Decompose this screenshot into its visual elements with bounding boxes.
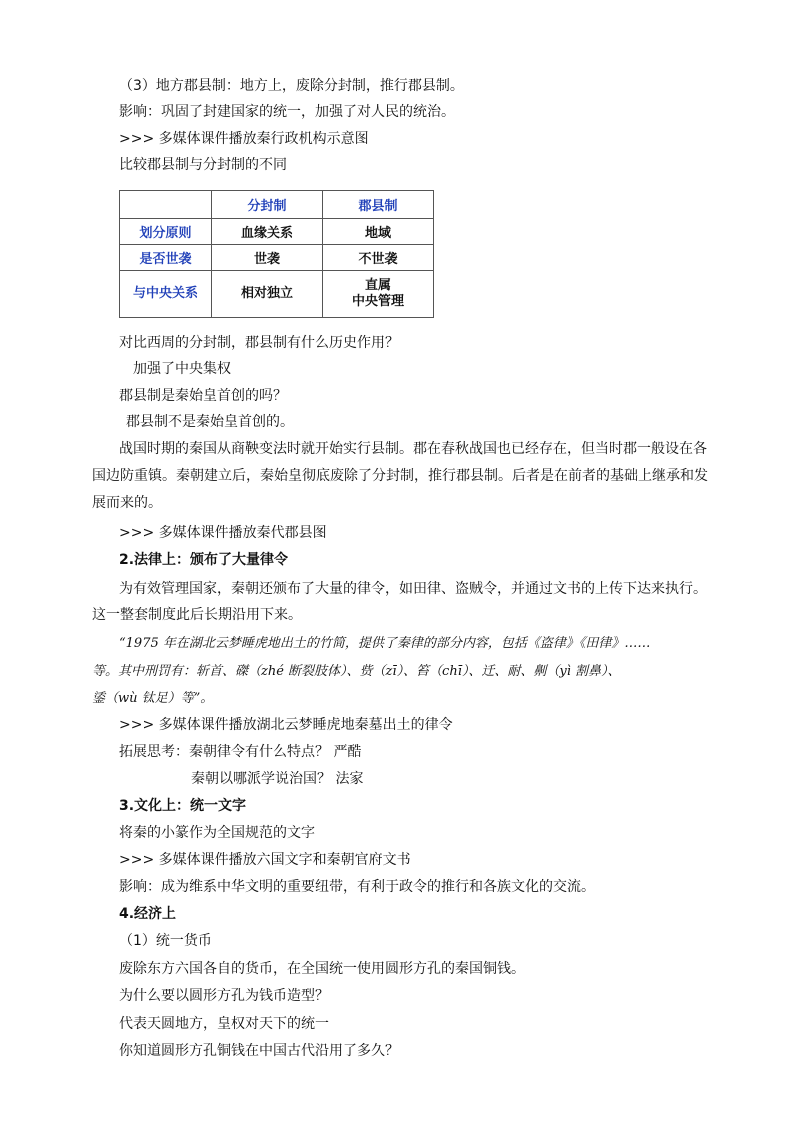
section-heading-economy: 4.经济上: [119, 906, 177, 922]
quote-line-2: 等。其中刑罚有：斩首、磔（zhé 断裂肢体）、赀（zī）、笞（chī）、迁、耐、劓（yì 割鼻）、: [92, 664, 621, 679]
paragraph-warring-states-3: 展而来的。: [92, 495, 162, 511]
table-header-row: [120, 191, 434, 219]
table-row: [120, 245, 434, 271]
table-cell: 血缘关系: [212, 219, 323, 245]
section-heading-law: 2.法律上：颁布了大量律令: [119, 552, 289, 568]
question-1: 对比西周的分封制，郡县制有什么历史作用？: [119, 335, 399, 351]
table-header-cell: [120, 191, 212, 219]
paragraph-law-1: 为有效管理国家，秦朝还颁布了大量的律令，如田律、盗贼令，并通过文书的上传下达来执行。: [119, 581, 707, 597]
table-cell: 不世袭: [323, 245, 434, 271]
table-row-label: 是否世袭: [120, 245, 212, 271]
comparison-table: [119, 190, 434, 318]
table-caption: 比较郡县制与分封制的不同: [119, 157, 287, 173]
paragraph-currency: 废除东方六国各自的货币，在全国统一使用圆形方孔的秦国铜钱。: [119, 961, 525, 977]
quote-line-1: “1975 年在湖北云梦睡虎地出土的竹简，提供了秦律的部分内容，包括《盗律》《田律》……: [119, 636, 651, 651]
table-header-cell: 分封制: [212, 191, 323, 219]
section-heading-culture: 3.文化上：统一文字: [119, 798, 247, 814]
table-cell: 地域: [323, 219, 434, 245]
table-header-cell: 郡县制: [323, 191, 434, 219]
paragraph-impact-1: 影响：巩固了封建国家的统一，加强了对人民的统治。: [119, 104, 455, 120]
paragraph-warring-states-2: 国边防重镇。秦朝建立后，秦始皇彻底废除了分封制，推行郡县制。后者是在前者的基础上继承和发: [92, 468, 708, 484]
extension-question-2: 秦朝以哪派学说治国？ 法家: [191, 771, 364, 787]
table-cell: 相对独立: [212, 271, 323, 318]
question-4: 你知道圆形方孔铜钱在中国古代沿用了多久？: [119, 1043, 399, 1059]
table-row: [120, 219, 434, 245]
multimedia-note-4: >>> 多媒体课件播放六国文字和秦朝官府文书: [119, 852, 411, 868]
paragraph-local-system: （3）地方郡县制：地方上，废除分封制，推行郡县制。: [119, 78, 464, 94]
extension-question-1: 拓展思考：秦朝律令有什么特点？ 严酷: [119, 744, 362, 760]
subheading-currency: （1）统一货币: [119, 933, 212, 949]
table-row-label: 与中央关系: [120, 271, 212, 318]
paragraph-law-2: 这一整套制度此后长期沿用下来。: [92, 607, 302, 623]
table-cell: 世袭: [212, 245, 323, 271]
quote-line-3: 鋈（wù 钛足）等”。: [92, 691, 214, 706]
answer-1: 加强了中央集权: [133, 361, 231, 377]
table-row-label: 划分原则: [120, 219, 212, 245]
multimedia-note-2: >>> 多媒体课件播放秦代郡县图: [119, 525, 327, 541]
table-row: [120, 271, 434, 318]
table-cell: 直属 中央管理: [323, 271, 434, 318]
answer-2: 郡县制不是秦始皇首创的。: [126, 414, 294, 430]
multimedia-note-1: >>> 多媒体课件播放秦行政机构示意图: [119, 131, 369, 147]
paragraph-culture: 将秦的小篆作为全国规范的文字: [119, 825, 315, 841]
multimedia-note-3: >>> 多媒体课件播放湖北云梦睡虎地秦墓出土的律令: [119, 717, 453, 733]
question-2: 郡县制是秦始皇首创的吗？: [119, 388, 287, 404]
question-3: 为什么要以圆形方孔为钱币造型？: [119, 988, 329, 1004]
answer-3: 代表天圆地方，皇权对天下的统一: [119, 1016, 329, 1032]
paragraph-impact-2: 影响：成为维系中华文明的重要纽带，有利于政令的推行和各族文化的交流。: [119, 879, 595, 895]
paragraph-warring-states-1: 战国时期的秦国从商鞅变法时就开始实行县制。郡在春秋战国也已经存在，但当时郡一般设在各: [119, 441, 707, 457]
